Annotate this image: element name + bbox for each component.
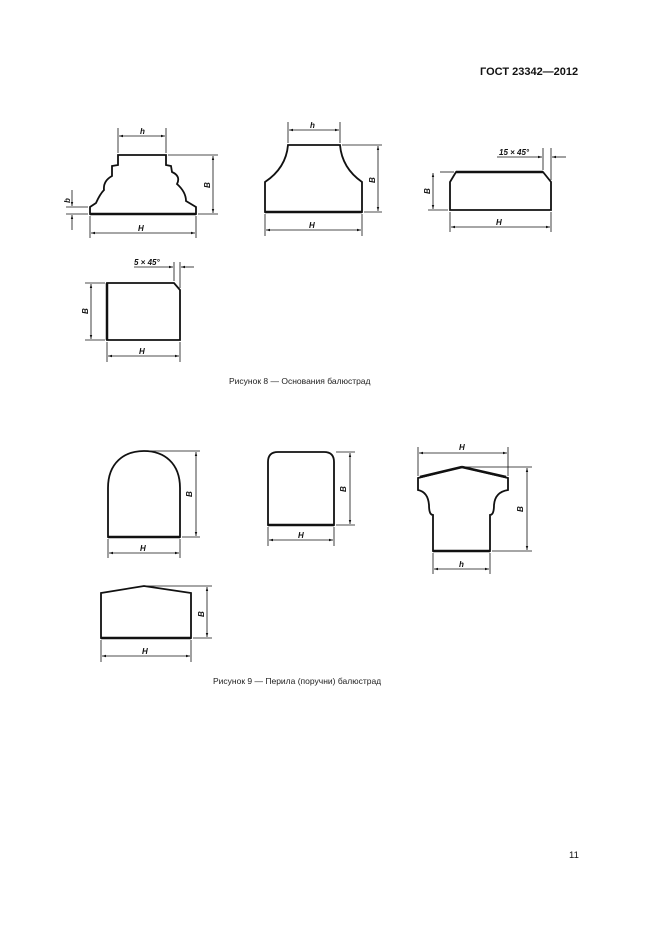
dim-label-chamfer-5: 5 × 45°: [134, 258, 160, 267]
dim-label-H: H: [142, 647, 148, 656]
dim-label-B: B: [197, 611, 206, 617]
dim-label-h: h: [459, 560, 464, 569]
figure-9-caption: Рисунок 9 — Перила (поручни) балюстрад: [213, 676, 382, 686]
dim-label-b: b: [63, 198, 72, 203]
dim-label-H: H: [139, 347, 145, 356]
rail-profile-pitched: [418, 447, 532, 574]
base-profile-molded: [66, 128, 218, 238]
rail-profile-low-pitched: [101, 586, 212, 662]
dim-label-H: H: [298, 531, 304, 540]
dim-label-h: h: [310, 121, 315, 130]
dim-label-B: B: [185, 491, 194, 497]
dim-label-H: H: [140, 544, 146, 553]
dim-label-B: B: [423, 188, 432, 194]
rail-profile-round: [108, 451, 200, 558]
dim-label-H: H: [496, 218, 502, 227]
dim-label-H: H: [309, 221, 315, 230]
base-profile-cove: [265, 122, 382, 236]
document-standard-number: ГОСТ 23342—2012: [480, 66, 579, 78]
dim-label-B: B: [81, 308, 90, 314]
dim-label-B: B: [339, 486, 348, 492]
page-number: 11: [569, 850, 579, 861]
dim-label-chamfer-15: 15 × 45°: [499, 148, 530, 157]
dim-label-B: B: [368, 177, 377, 183]
dim-label-H: H: [138, 224, 144, 233]
figure-8-caption: Рисунок 8 — Основания балюстрад: [229, 376, 371, 386]
figure9-dimension-labels: [140, 443, 525, 656]
figure8-dimension-labels: [63, 121, 530, 356]
dim-label-B: B: [516, 506, 525, 512]
dim-label-h: h: [140, 127, 145, 136]
dim-label-H: H: [459, 443, 465, 452]
rail-profile-rounded-corners: [268, 452, 355, 546]
dim-label-B: B: [203, 182, 212, 188]
